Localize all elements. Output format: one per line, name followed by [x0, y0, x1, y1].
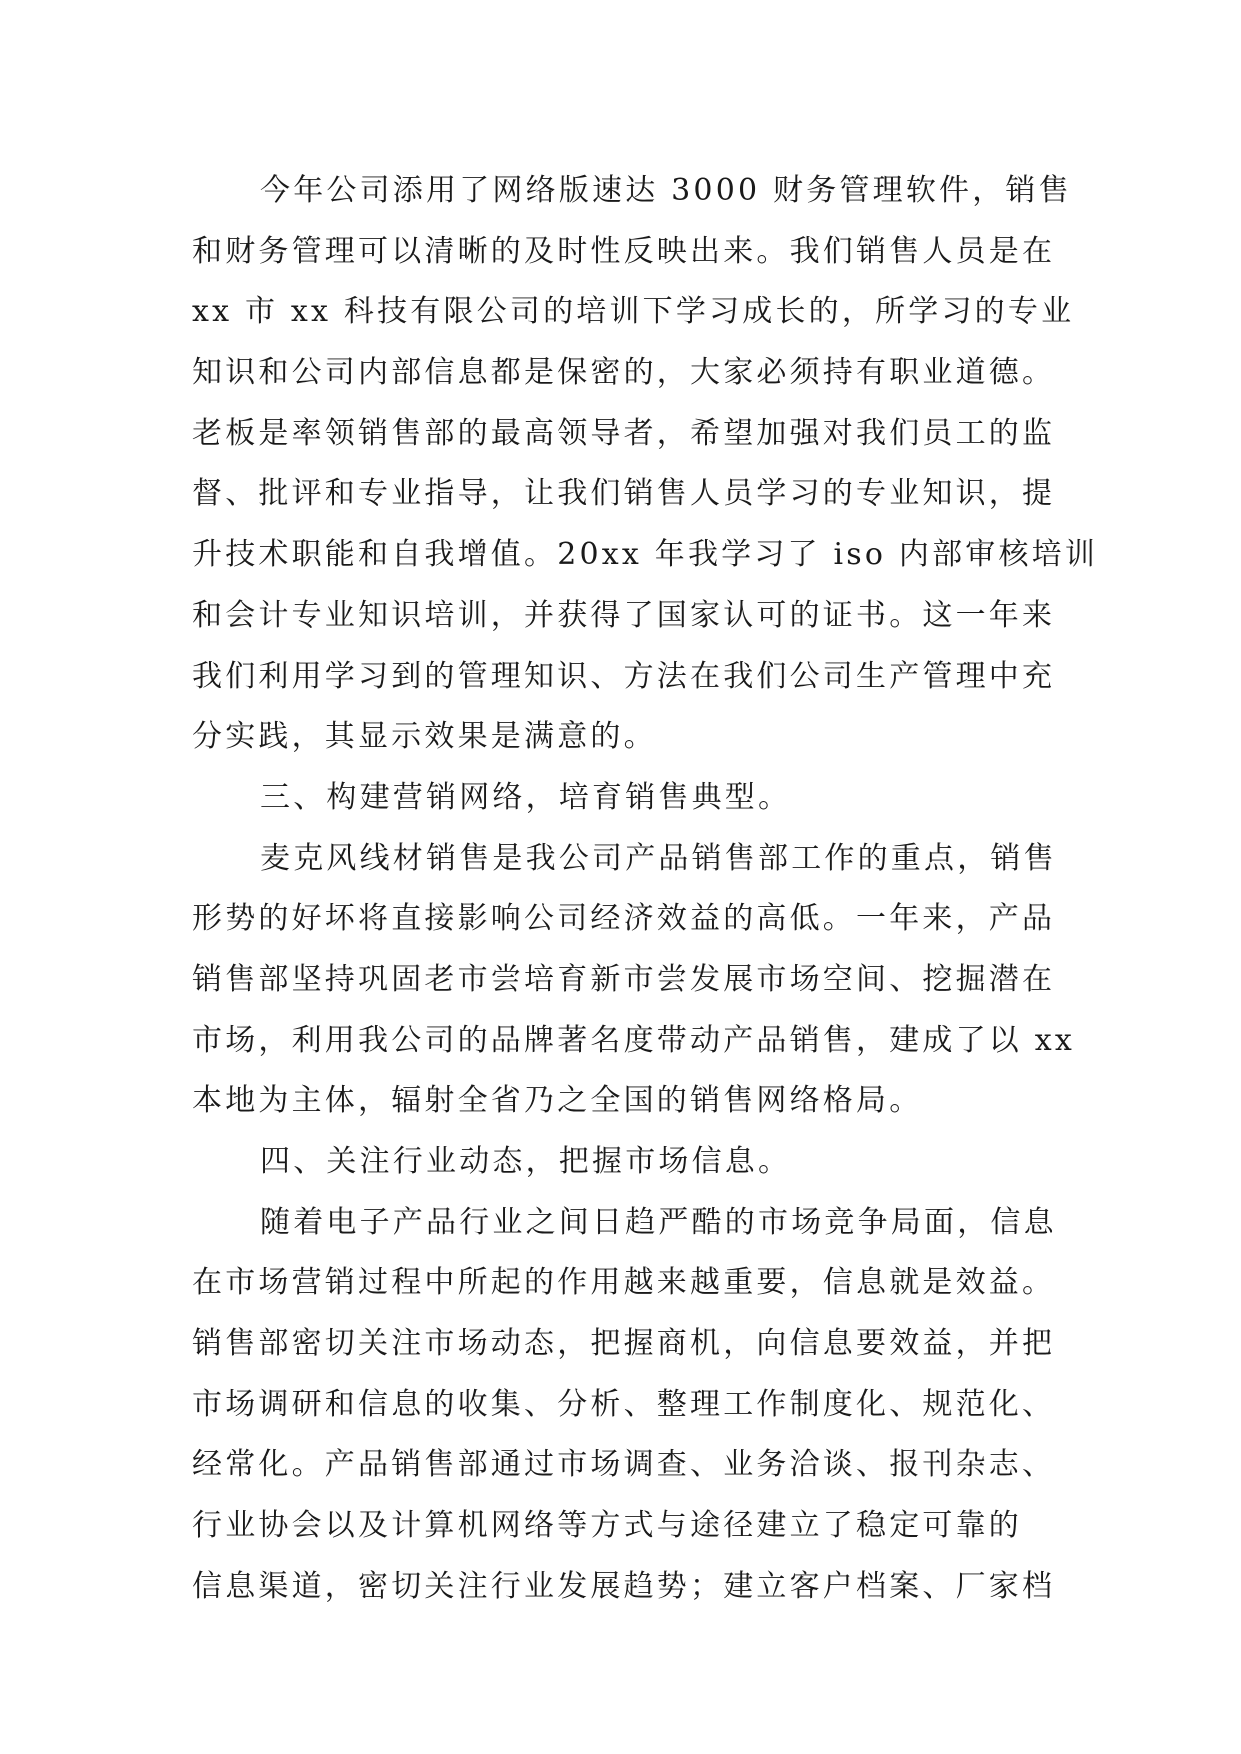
text-line: 麦克风线材销售是我公司产品销售部工作的重点，销售: [260, 840, 1057, 876]
text-line: 形势的好坏将直接影响公司经济效益的高低。一年来，产品: [192, 901, 1056, 937]
text-line: 老板是率领销售部的最高领导者，希望加强对我们员工的监: [192, 415, 1056, 451]
text-line: 经常化。产品销售部通过市场调查、业务洽谈、报刊杂志、: [192, 1447, 1056, 1483]
text-line: 市场，利用我公司的品牌著名度带动产品销售，建成了以 xx: [192, 1022, 1075, 1058]
text-line: 市场调研和信息的收集、分析、整理工作制度化、规范化、: [192, 1386, 1056, 1422]
text-line: 销售部坚持巩固老市尝培育新市尝发展市场空间、挖掘潜在: [192, 961, 1056, 997]
section-heading: 四、关注行业动态，把握市场信息。: [260, 1144, 792, 1179]
text-line: 督、批评和专业指导，让我们销售人员学习的专业知识，提: [192, 476, 1056, 512]
text-line: 销售部密切关注市场动态，把握商机，向信息要效益，并把: [192, 1326, 1056, 1362]
text-line: 信息渠道，密切关注行业发展趋势；建立客户档案、厂家档: [192, 1568, 1056, 1604]
text-line: 在市场营销过程中所起的作用越来越重要，信息就是效益。: [192, 1265, 1056, 1301]
text-line: 我们利用学习到的管理知识、方法在我们公司生产管理中充: [192, 658, 1056, 694]
text-line: 升技术职能和自我增值。20xx 年我学习了 iso 内部审核培训: [192, 537, 1099, 573]
text-line: 随着电子产品行业之间日趋严酷的市场竞争局面，信息: [260, 1204, 1057, 1240]
text-line: 行业协会以及计算机网络等方式与途径建立了稳定可靠的: [192, 1508, 1022, 1544]
text-line: 和财务管理可以清晰的及时性反映出来。我们销售人员是在: [192, 233, 1056, 269]
text-line: 和会计专业知识培训，并获得了国家认可的证书。这一年来: [192, 597, 1056, 633]
text-line: xx 市 xx 科技有限公司的培训下学习成长的，所学习的专业: [192, 294, 1075, 330]
text-line: 分实践，其显示效果是满意的。: [192, 719, 657, 755]
text-line: 知识和公司内部信息都是保密的，大家必须持有职业道德。: [192, 355, 1056, 391]
body-text: [192, 161, 1099, 1618]
section-heading: 三、构建营销网络，培育销售典型。: [260, 779, 792, 815]
text-line: 本地为主体，辐射全省乃之全国的销售网络格局。: [192, 1083, 923, 1119]
text-line: 今年公司添用了网络版速达 3000 财务管理软件，销售: [260, 173, 1072, 208]
